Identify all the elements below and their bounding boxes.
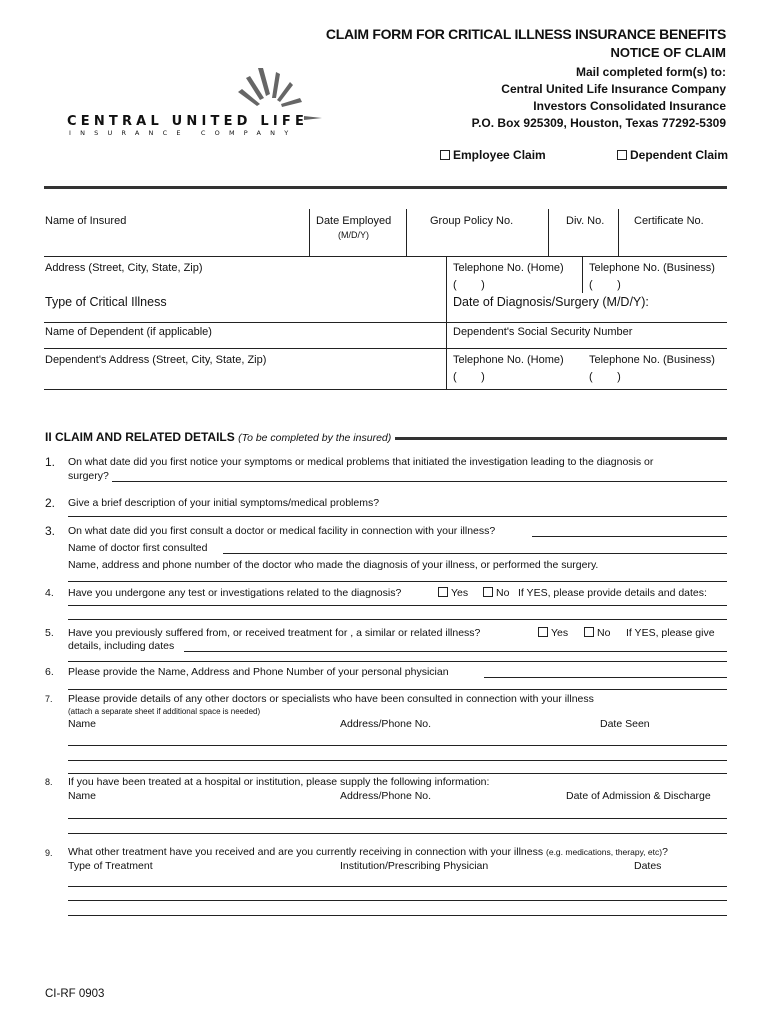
q4-details-label: If YES, please provide details and dates: xyxy=(518,587,707,599)
q7-col-address: Address/Phone No. xyxy=(340,718,432,730)
q8-answer-line-2[interactable] xyxy=(68,833,727,834)
q7-number: 7. xyxy=(45,694,53,704)
q4-number: 4. xyxy=(45,587,54,599)
q3-doctor-label: Name of doctor first consulted xyxy=(68,542,208,554)
logo-name: CENTRAL UNITED LIFE xyxy=(67,114,309,129)
q9-answer-line-1[interactable] xyxy=(68,886,727,887)
q8-text: If you have been treated at a hospital or institution, please supply the following information: xyxy=(68,776,490,788)
q9-col-institution: Institution/Prescribing Physician xyxy=(340,860,489,872)
q2-text: Give a brief description of your initial symptoms/medical problems? xyxy=(68,497,380,509)
date-format-label: (M/D/Y) xyxy=(338,230,369,240)
q1-answer-line[interactable] xyxy=(112,481,727,482)
section2-note: (To be completed by the insured) xyxy=(238,432,392,444)
q5-number: 5. xyxy=(45,627,54,639)
dependent-claim-checkbox[interactable] xyxy=(617,150,627,160)
section1-top-rule xyxy=(44,186,727,189)
q4-answer-line-2[interactable] xyxy=(68,619,727,620)
q7-col-date-seen: Date Seen xyxy=(600,718,650,730)
q8-number: 8. xyxy=(45,777,53,787)
q3-diagnosing-line[interactable] xyxy=(68,581,727,582)
mail-line: Mail completed form(s) to: xyxy=(575,65,726,79)
q5-yes-label: Yes xyxy=(551,627,569,639)
q7-text: Please provide details of any other doctors or specialists who have been consulted in connection with your illness xyxy=(68,693,594,705)
q7-col-name: Name xyxy=(68,718,97,730)
q5-text: Have you previously suffered from, or received treatment for , a similar or related illness? xyxy=(68,627,481,639)
company-name: Central United Life Insurance Company xyxy=(501,82,726,96)
q9-number: 9. xyxy=(45,848,53,858)
logo-subtitle: INSURANCE COMPANY xyxy=(69,129,298,137)
mailing-address: P.O. Box 925309, Houston, Texas 77292-5309 xyxy=(471,116,726,130)
q5-no-label: No xyxy=(597,627,611,639)
group-policy-label: Group Policy No. xyxy=(430,215,514,227)
investors-name: Investors Consolidated Insurance xyxy=(533,99,726,113)
section2-title: II CLAIM AND RELATED DETAILS xyxy=(45,430,235,444)
q8-col-name: Name xyxy=(68,790,97,802)
dependent-telephone-business-label: Telephone No. (Business) xyxy=(589,354,715,366)
div-no-label: Div. No. xyxy=(566,215,605,227)
section2-heading xyxy=(45,430,391,444)
q9-col-dates: Dates xyxy=(634,860,662,872)
q4-answer-line-1[interactable] xyxy=(68,605,727,606)
dependent-claim-label: Dependent Claim xyxy=(630,148,729,162)
type-of-illness-label: Type of Critical Illness xyxy=(45,295,167,309)
q9-note: (e.g. medications, therapy, etc) xyxy=(546,847,663,857)
q7-note: (attach a separate sheet if additional space is needed) xyxy=(68,707,261,716)
q8-answer-line-1[interactable] xyxy=(68,818,727,819)
q9-col-type: Type of Treatment xyxy=(68,860,153,872)
dependent-claim-option[interactable] xyxy=(617,148,728,162)
q2-answer-line[interactable] xyxy=(68,516,727,517)
q3-date-line[interactable] xyxy=(532,536,727,537)
q9-answer-line-2[interactable] xyxy=(68,900,727,901)
name-of-dependent-label: Name of Dependent (if applicable) xyxy=(45,326,212,338)
name-of-insured-label: Name of Insured xyxy=(45,215,127,227)
q3-doctor-line[interactable] xyxy=(223,553,727,554)
date-of-diagnosis-label: Date of Diagnosis/Surgery (M/D/Y): xyxy=(453,295,649,309)
q3-text: On what date did you first consult a doctor or medical facility in connection with your illness? xyxy=(68,525,496,537)
telephone-business-label: Telephone No. (Business) xyxy=(589,262,715,274)
q7-answer-line-3[interactable] xyxy=(68,773,727,774)
q1-text-cont: surgery? xyxy=(68,470,109,482)
q9-text xyxy=(68,846,668,858)
form-code: CI-RF 0903 xyxy=(45,988,105,1000)
dependent-telephone-home-paren: ( ) xyxy=(453,371,485,383)
q7-answer-line-1[interactable] xyxy=(68,745,727,746)
q4-yes-label: Yes xyxy=(451,587,469,599)
form-title: CLAIM FORM FOR CRITICAL ILLNESS INSURANCE BENEFITS xyxy=(325,26,726,42)
q5-yes-option[interactable] xyxy=(538,627,568,639)
q4-yes-option[interactable] xyxy=(438,587,468,599)
form-subtitle: NOTICE OF CLAIM xyxy=(610,45,726,60)
q1-text: On what date did you first notice your symptoms or medical problems that initiated the investigation leading to the diagnosis or xyxy=(68,456,654,468)
q6-answer-line-2[interactable] xyxy=(68,689,727,690)
q9-question: What other treatment have you received and are you currently receiving in connection with your illness xyxy=(68,846,544,858)
telephone-business-paren: ( ) xyxy=(589,279,621,291)
q9-end: ? xyxy=(662,846,668,858)
q5-details-cont: details, including dates xyxy=(68,640,175,652)
q4-no-checkbox[interactable] xyxy=(483,587,493,597)
q4-no-option[interactable] xyxy=(483,587,509,599)
q5-answer-line-1[interactable] xyxy=(184,651,727,652)
dependent-telephone-business-paren: ( ) xyxy=(589,371,621,383)
employee-claim-checkbox[interactable] xyxy=(440,150,450,160)
q4-yes-checkbox[interactable] xyxy=(438,587,448,597)
certificate-label: Certificate No. xyxy=(634,215,704,227)
q9-answer-line-3[interactable] xyxy=(68,915,727,916)
q3-number: 3. xyxy=(45,524,56,538)
q5-answer-line-2[interactable] xyxy=(68,661,727,662)
q5-no-checkbox[interactable] xyxy=(584,627,594,637)
q6-answer-line-1[interactable] xyxy=(484,677,727,678)
section2-rule xyxy=(395,437,727,440)
address-label: Address (Street, City, State, Zip) xyxy=(45,262,203,274)
q1-number: 1. xyxy=(45,455,56,469)
q3-diagnosing-doctor-label: Name, address and phone number of the doctor who made the diagnosis of your illness, or performed the surgery. xyxy=(68,559,599,571)
q6-text: Please provide the Name, Address and Phone Number of your personal physician xyxy=(68,666,449,678)
q7-answer-line-2[interactable] xyxy=(68,760,727,761)
q2-number: 2. xyxy=(45,496,56,510)
q4-no-label: No xyxy=(496,587,510,599)
dependent-telephone-home-label: Telephone No. (Home) xyxy=(453,354,564,366)
dependent-ssn-label: Dependent's Social Security Number xyxy=(453,326,633,338)
telephone-home-paren: ( ) xyxy=(453,279,485,291)
employee-claim-option[interactable] xyxy=(440,148,546,162)
employee-claim-label: Employee Claim xyxy=(453,148,546,162)
q8-col-admission: Date of Admission & Discharge xyxy=(566,790,711,802)
q5-yes-checkbox[interactable] xyxy=(538,627,548,637)
date-employed-label: Date Employed xyxy=(316,215,392,227)
q6-number: 6. xyxy=(45,666,54,678)
q5-no-option[interactable] xyxy=(584,627,610,639)
dependent-address-label: Dependent's Address (Street, City, State, Zip) xyxy=(45,354,267,366)
q4-text: Have you undergone any test or investigations related to the diagnosis? xyxy=(68,587,402,599)
q5-details-label: If YES, please give xyxy=(626,627,715,639)
q8-col-address: Address/Phone No. xyxy=(340,790,432,802)
telephone-home-label: Telephone No. (Home) xyxy=(453,262,564,274)
